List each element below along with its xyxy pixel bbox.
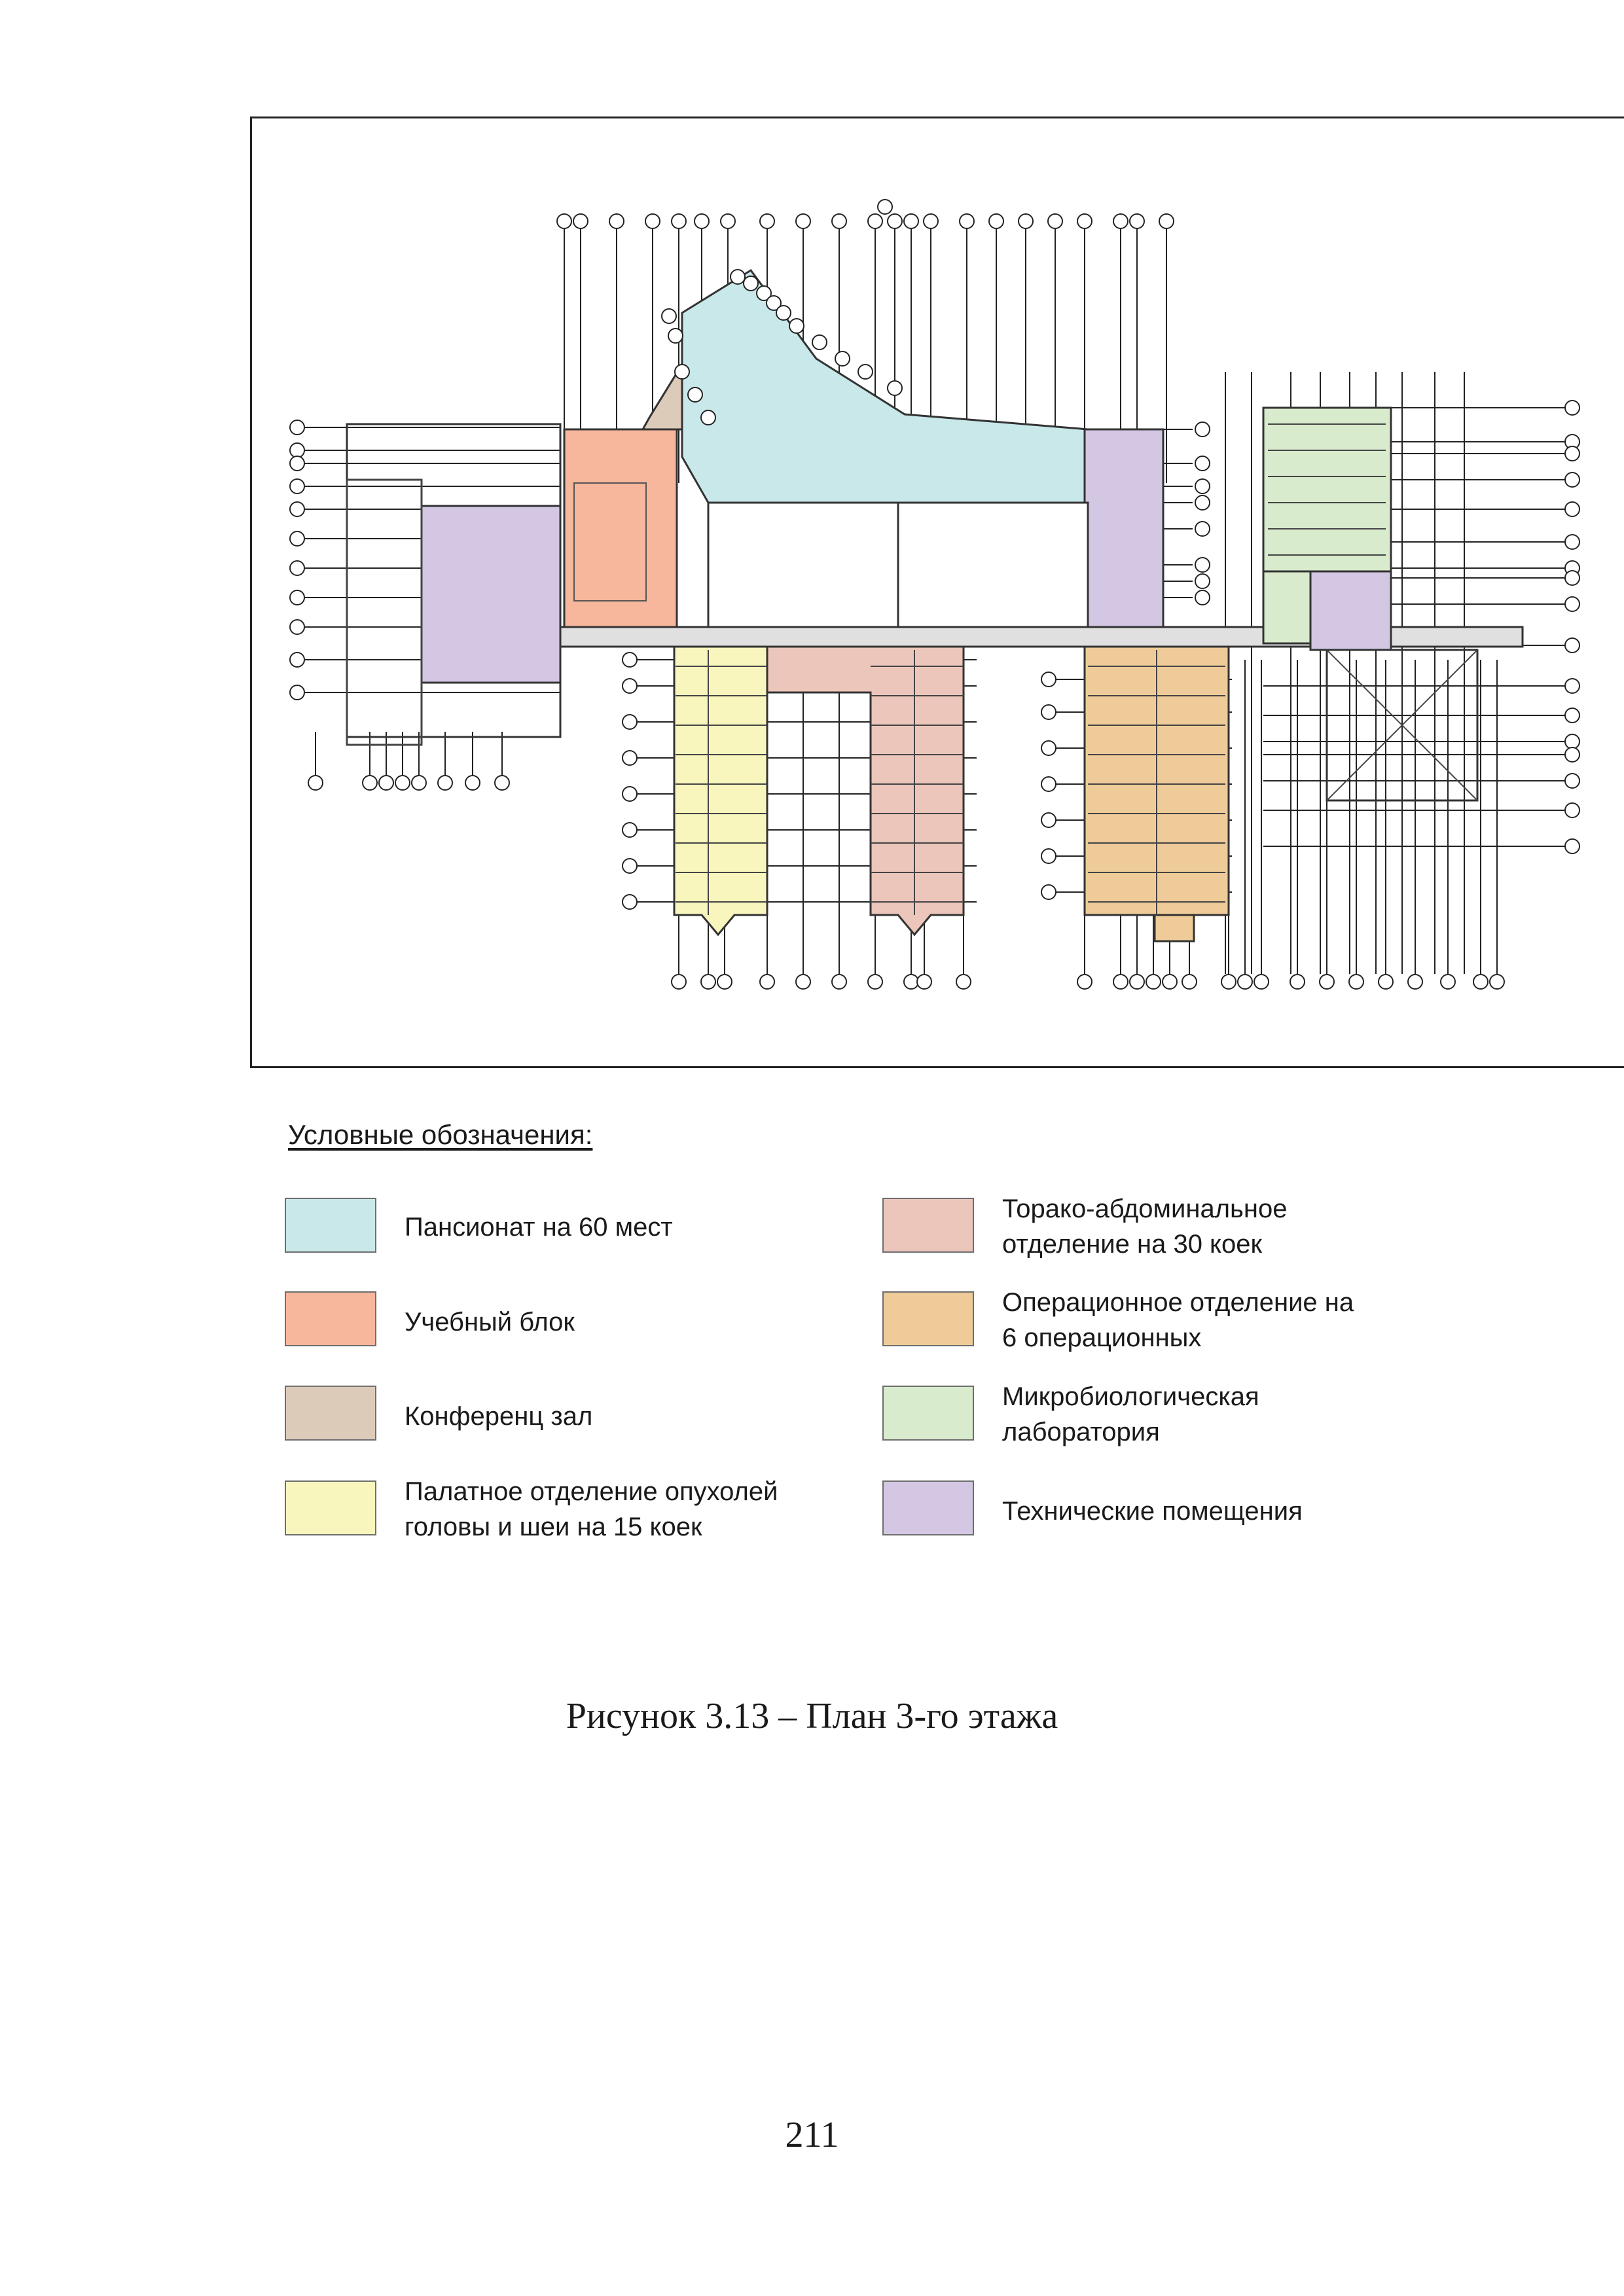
axis-marker: [1195, 456, 1210, 471]
axis-marker: [701, 410, 715, 425]
axis-marker: [363, 776, 377, 790]
axis-marker: [1195, 522, 1210, 536]
axis-marker: [672, 214, 686, 228]
axis-marker: [495, 776, 509, 790]
figure-caption: Рисунок 3.13 – План 3-го этажа: [566, 1696, 1058, 1736]
axis-marker: [1254, 975, 1269, 989]
axis-marker: [776, 306, 791, 320]
axis-marker: [1565, 446, 1579, 461]
axis-marker: [1565, 774, 1579, 788]
axis-marker: [623, 859, 637, 873]
zone-operating-annex: [1155, 915, 1194, 941]
legend-title: Условные обозначения:: [288, 1119, 593, 1150]
legend-swatch: [285, 1480, 376, 1535]
axis-marker: [662, 309, 676, 323]
axis-marker: [675, 365, 689, 379]
zones: [347, 270, 1523, 941]
axis-marker: [308, 776, 323, 790]
axis-marker: [1290, 975, 1305, 989]
axis-marker: [832, 214, 846, 228]
axis-marker: [717, 975, 732, 989]
axis-marker: [1195, 422, 1210, 437]
axis-marker: [379, 776, 393, 790]
axis-marker: [924, 214, 938, 228]
axis-marker: [1473, 975, 1488, 989]
zone-boarding: [682, 270, 1088, 503]
axis-marker: [760, 214, 774, 228]
axis-marker: [1159, 214, 1174, 228]
axis-marker: [1019, 214, 1033, 228]
axis-marker: [858, 365, 873, 379]
axis-marker: [868, 975, 882, 989]
axis-marker: [832, 975, 846, 989]
axis-marker: [989, 214, 1003, 228]
axis-marker: [744, 276, 758, 291]
axis-marker: [1163, 975, 1177, 989]
axis-marker: [1041, 741, 1056, 755]
axis-marker: [1565, 535, 1579, 549]
axis-marker: [465, 776, 480, 790]
legend-label: Пансионат на 60 мест: [405, 1213, 673, 1242]
axis-marker: [956, 975, 971, 989]
axis-marker: [290, 420, 304, 435]
axis-marker: [1221, 975, 1236, 989]
axis-marker: [672, 975, 686, 989]
axis-marker: [1041, 672, 1056, 687]
legend-label: Учебный блок: [405, 1308, 575, 1336]
axis-marker: [623, 787, 637, 801]
legend-label: Торако-абдоминальное отделение на 30 коек: [1002, 1194, 1288, 1259]
axis-marker: [395, 776, 410, 790]
axis-marker: [1130, 975, 1144, 989]
legend-label: Микробиологическая лаборатория: [1002, 1382, 1259, 1446]
axis-marker: [573, 214, 588, 228]
axis-marker: [290, 502, 304, 516]
axis-marker: [796, 975, 810, 989]
axis-marker: [557, 214, 571, 228]
axis-marker: [290, 531, 304, 546]
legend-swatch: [882, 1291, 974, 1346]
axis-marker: [1195, 479, 1210, 493]
legend-swatch: [285, 1386, 376, 1441]
axis-marker: [290, 590, 304, 605]
axis-marker: [1195, 558, 1210, 572]
axis-marker: [904, 975, 918, 989]
legend-swatch: [882, 1386, 974, 1441]
axis-marker: [1565, 571, 1579, 585]
axis-marker: [1320, 975, 1334, 989]
axis-marker: [1349, 975, 1363, 989]
axis-marker: [668, 329, 683, 343]
zone-technical-left: [422, 506, 560, 683]
axis-marker: [868, 214, 882, 228]
axis-marker: [290, 479, 304, 493]
axis-marker: [701, 975, 715, 989]
axis-marker: [796, 214, 810, 228]
axis-marker: [1048, 214, 1062, 228]
axis-marker: [1077, 975, 1092, 989]
axis-marker: [1441, 975, 1455, 989]
legend-label: Операционное отделение на 6 операционных: [1002, 1288, 1354, 1352]
axis-marker: [1238, 975, 1252, 989]
axis-marker: [1195, 495, 1210, 510]
floor-plan: [250, 117, 1624, 1068]
zone-education: [564, 429, 677, 644]
axis-marker: [960, 214, 974, 228]
axis-marker: [609, 214, 624, 228]
axis-marker: [1077, 214, 1092, 228]
axis-marker: [695, 214, 709, 228]
axis-marker: [1565, 708, 1579, 723]
zone-lab-annex: [1263, 571, 1310, 643]
axis-marker: [438, 776, 452, 790]
axis-marker: [731, 270, 745, 284]
axis-marker: [623, 895, 637, 909]
legend-label: Конференц зал: [405, 1402, 593, 1431]
axis-marker: [1182, 975, 1197, 989]
axis-marker: [878, 200, 892, 214]
axis-marker: [835, 351, 850, 366]
axis-marker: [1195, 574, 1210, 588]
legend-swatch: [285, 1291, 376, 1346]
axis-marker: [1041, 885, 1056, 899]
axis-marker: [1195, 590, 1210, 605]
axis-marker: [812, 335, 827, 350]
axis-marker: [1041, 777, 1056, 791]
axis-marker: [290, 620, 304, 634]
axis-marker: [721, 214, 735, 228]
axis-marker: [1490, 975, 1504, 989]
axis-marker: [290, 443, 304, 457]
axis-marker: [1146, 975, 1161, 989]
axis-marker: [688, 387, 702, 402]
axis-marker: [789, 319, 804, 333]
axis-marker: [1408, 975, 1422, 989]
axis-marker: [1113, 214, 1128, 228]
axis-marker: [1379, 975, 1393, 989]
axis-marker: [1565, 597, 1579, 611]
axis-marker: [1130, 214, 1144, 228]
axis-marker: [623, 823, 637, 837]
zone-left-wing: [347, 480, 422, 745]
zone-technical-right: [1310, 571, 1391, 650]
axis-marker: [1565, 638, 1579, 653]
axis-marker: [1565, 803, 1579, 817]
axis-marker: [290, 456, 304, 471]
legend-swatch: [882, 1480, 974, 1535]
legend-swatch: [882, 1198, 974, 1253]
axis-marker: [623, 751, 637, 765]
axis-marker: [1565, 839, 1579, 853]
axis-marker: [1565, 401, 1579, 415]
axis-marker: [290, 561, 304, 575]
axis-marker: [1041, 813, 1056, 827]
axis-marker: [1565, 502, 1579, 516]
axis-marker: [623, 653, 637, 667]
legend-label: Палатное отделение опухолей головы и шеи на 15 коек: [405, 1477, 778, 1541]
axis-marker: [888, 214, 902, 228]
axis-marker: [290, 685, 304, 700]
axis-marker: [1565, 734, 1579, 749]
legend-label: Технические помещения: [1002, 1497, 1303, 1526]
axis-marker: [1041, 849, 1056, 863]
axis-marker: [917, 975, 931, 989]
zone-thoraco: [767, 647, 964, 935]
axis-marker: [904, 214, 918, 228]
axis-marker: [1565, 747, 1579, 762]
axis-marker: [888, 381, 902, 395]
zone-head-neck-ward: [674, 647, 767, 935]
page-number: 211: [785, 2115, 839, 2155]
zone-microbiology: [1263, 408, 1391, 571]
axis-marker: [760, 975, 774, 989]
axis-marker: [623, 679, 637, 693]
axis-marker: [1565, 679, 1579, 693]
legend-swatch: [285, 1198, 376, 1253]
axis-marker: [645, 214, 660, 228]
axis-marker: [290, 653, 304, 667]
axis-marker: [1113, 975, 1128, 989]
axis-marker: [412, 776, 426, 790]
axis-marker: [1565, 473, 1579, 487]
axis-marker: [1041, 705, 1056, 719]
axis-marker: [623, 715, 637, 729]
